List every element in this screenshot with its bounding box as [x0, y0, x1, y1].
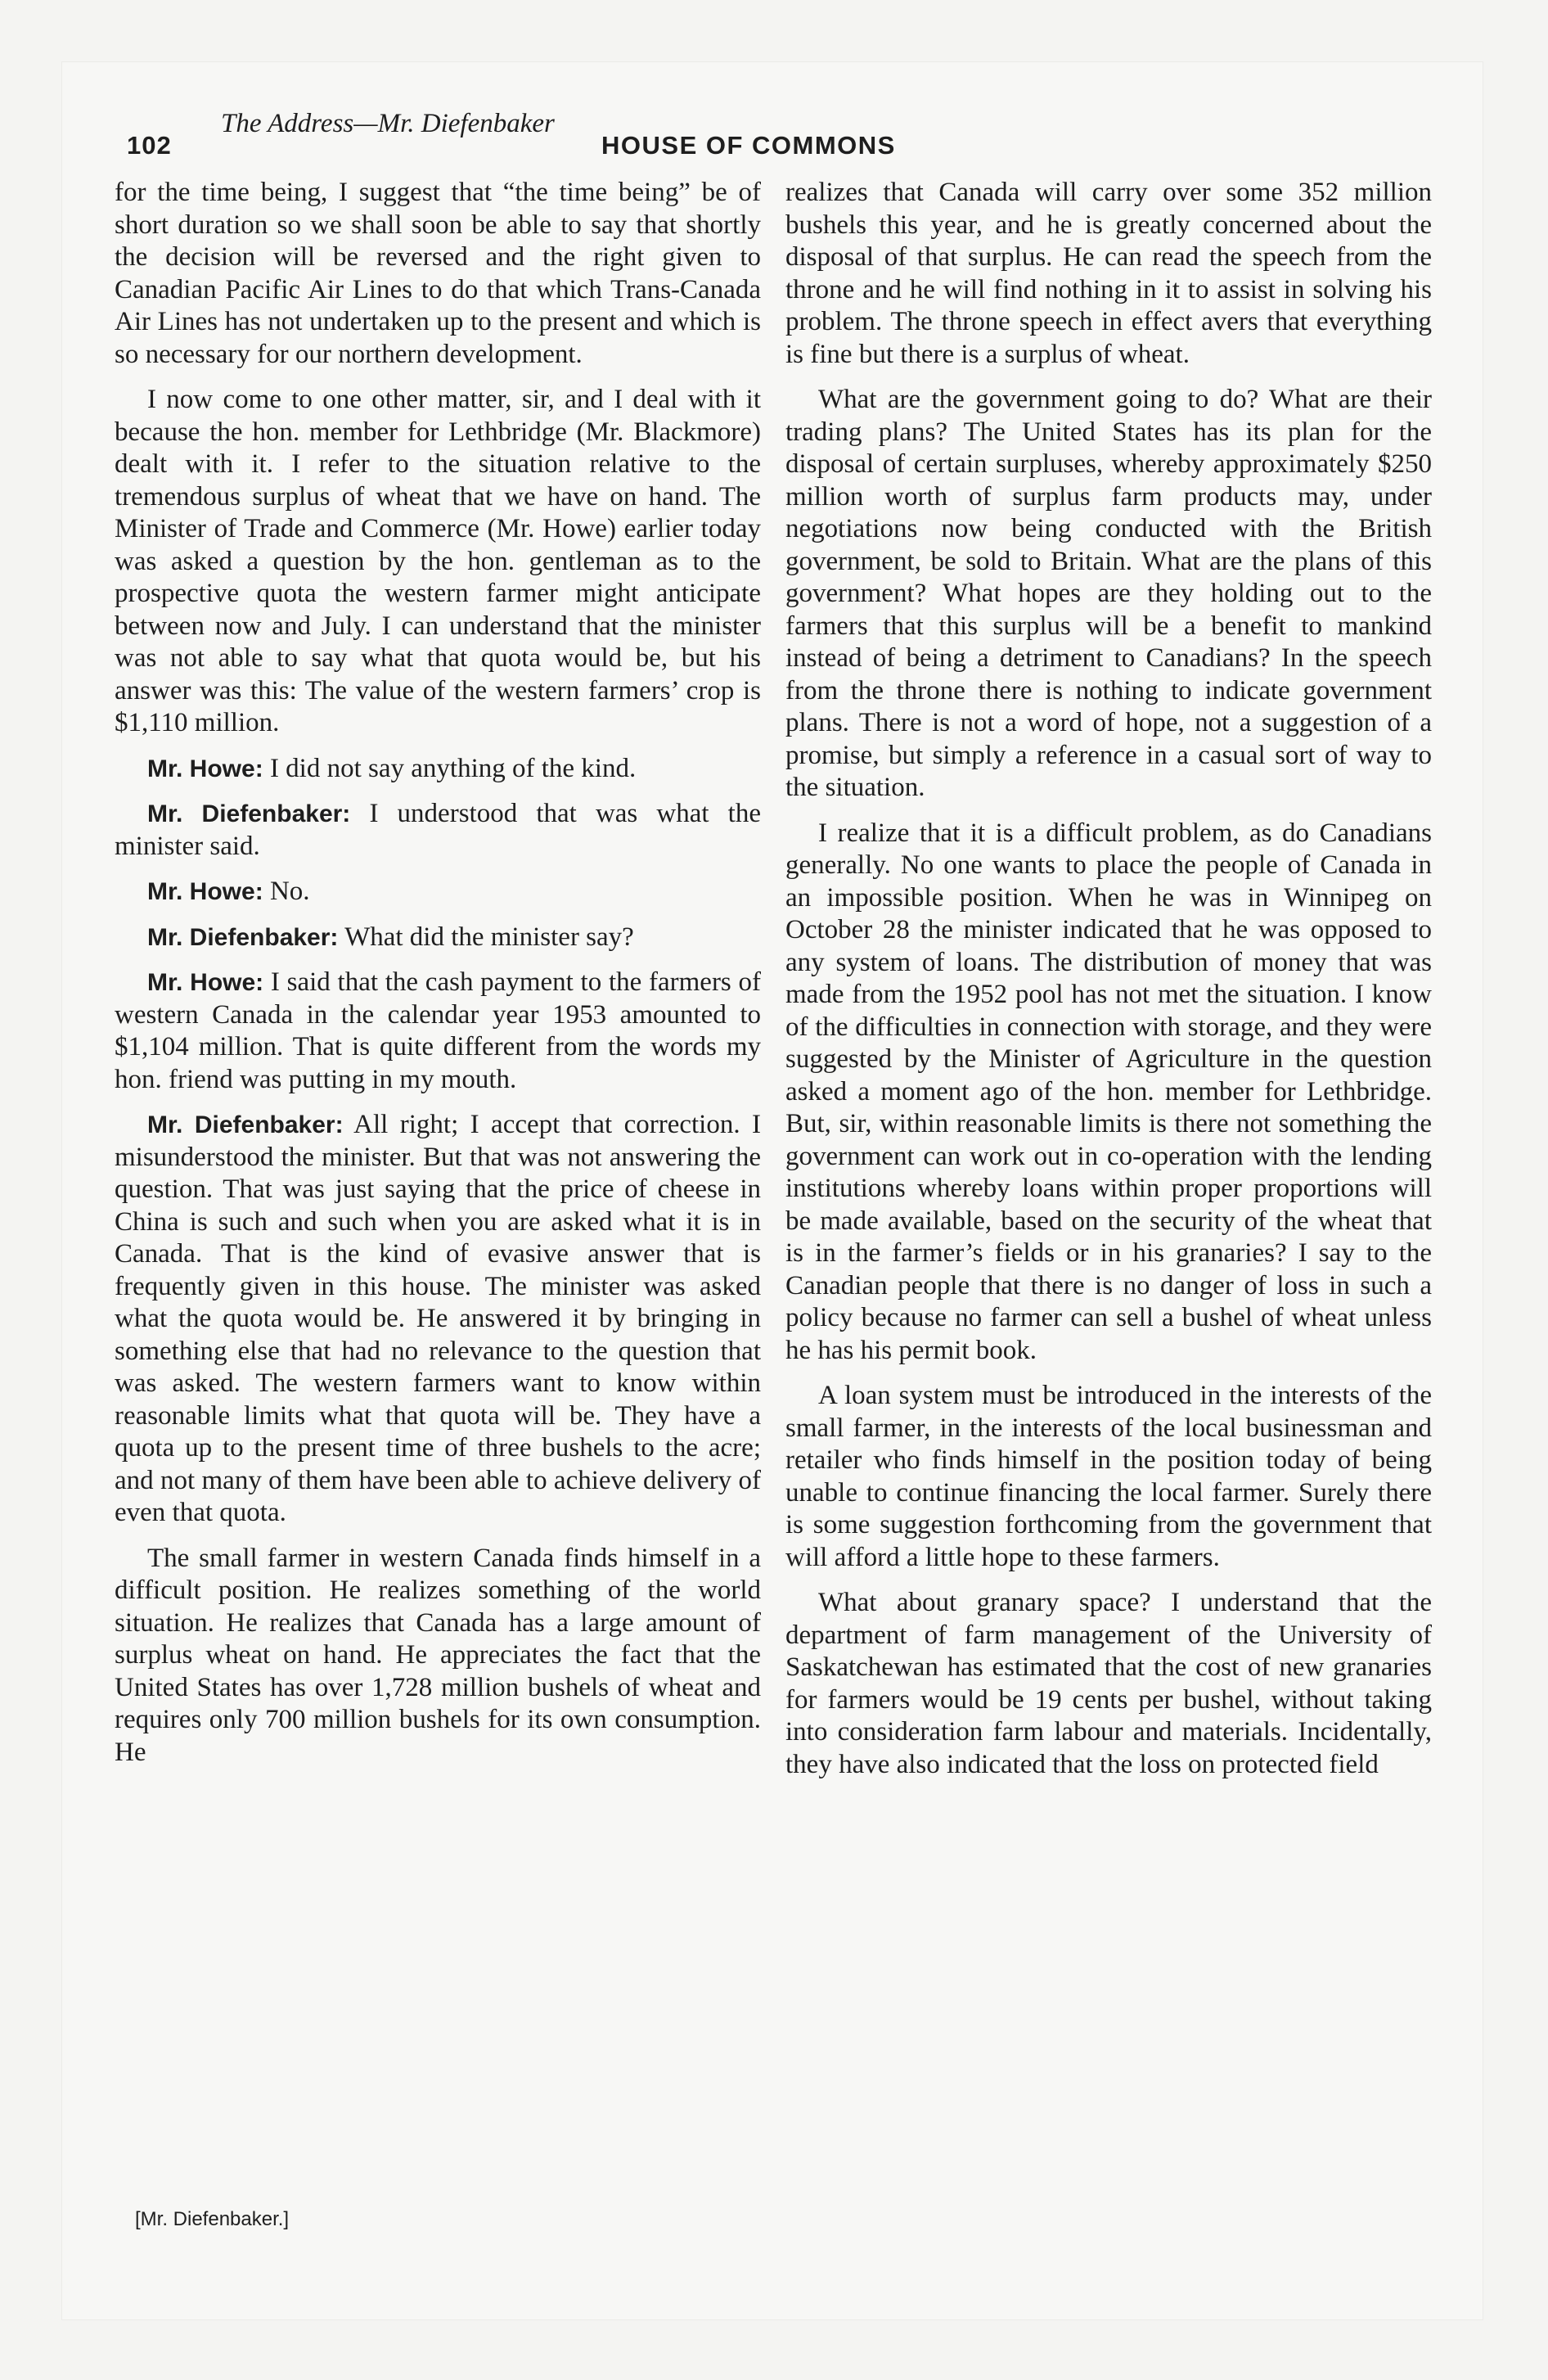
- paragraph: Mr. Howe: I did not say anything of the kind.: [147, 753, 637, 783]
- paragraph: for the time being, I suggest that “the time being” be of short duration so we shall soon be able to say that shortly the decision will be reversed and the right given to Canadian Pacific Air Lines to do that which Trans-Canada Air Lines has not undertaken up to the present and which is so necessary for our northern development.: [115, 178, 761, 369]
- speaker-label: Mr. Diefenbaker:: [147, 800, 351, 827]
- running-head: The Address—Mr. Diefenbaker: [221, 109, 555, 138]
- paragraph: What are the government going to do? What are their trading plans? The United States has its plan for the disposal of certain surpluses, whereby approximately $250 million worth of surplus farm products may, under negotiations now being conducted with the British government, be sold to Britain. What are the plans of this government? What hopes are they holding out to the farmers that this surplus will be a benefit to mankind instead of being a detriment to Canadians? In the speech from the throne there is nothing to indicate government plans. There is not a word of hope, not a suggestion of a promise, but simply a reference in a casual sort of way to the situation.: [785, 385, 1432, 802]
- journal-title: HOUSE OF COMMONS: [601, 131, 896, 160]
- paragraph: Mr. Diefenbaker: All right; I accept that correction. I misunderstood the minister. But that was not answering the question. That was just saying that the price of cheese in China is such and such when you are asked what it is in Canada. That is the kind of evasive answer that is frequently given in this house. The minister was asked what the quota would be. He answered it by bringing in something else that had no relevance to the question that was asked. The western farmers want to know within reasonable limits what that quota will be. They have a quota up to the present time of three bushels to the acre; and not many of them have been able to achieve delivery of even that quota.: [115, 1110, 761, 1527]
- speaker-signoff: [Mr. Diefenbaker.]: [135, 2208, 290, 2230]
- page-number: 102: [127, 131, 172, 160]
- paragraph: I now come to one other matter, sir, and I deal with it because the hon. member for Lethbridge (Mr. Blackmore) dealt with it. I refer to the situation relative to the tremendous surplus of wheat that we have on hand. The Minister of Trade and Commerce (Mr. Howe) earlier today was asked a question by the hon. gentleman as to the prospective quota the western farmer might anticipate between now and July. I can understand that the minister was not able to say what that quota would be, but his answer was this: The value of the western farmers’ crop is $1,110 million.: [115, 385, 761, 737]
- right-column: [785, 177, 1432, 1794]
- paragraph: Mr. Diefenbaker: What did the minister say?: [147, 922, 634, 952]
- speaker-label: Mr. Diefenbaker:: [147, 923, 339, 951]
- paragraph: What about granary space? I understand that the department of farm management of the University of Saskatchewan has estimated that the cost of new granaries for farmers would be 19 cents per bushel, without taking into consideration farm labour and materials. Incidentally, they have also indicated that the loss on protected field: [785, 1588, 1432, 1779]
- paragraph: Mr. Howe: I said that the cash payment to the farmers of western Canada in the calendar year 1953 amounted to $1,104 million. That is quite different from the words my hon. friend was putting in my mouth.: [115, 967, 762, 1094]
- paragraph: Mr. Howe: No.: [147, 877, 310, 906]
- paragraph: I realize that it is a difficult problem, as do Canadians generally. No one wants to place the people of Canada in an impossible position. When he was in Winnipeg on October 28 the minister indicated that he was opposed to any system of loans. The distribution of money that was made from the 1952 pool has not met the situation. I know of the difficulties in connection with storage, and they were suggested by the Minister of Agriculture in the question asked a moment ago of the hon. member for Lethbridge. But, sir, within reasonable limits is there not something the government can work out in co-operation with the lending institutions whereby loans within proper proportions will be made available, based on the security of the wheat that is in the farmer’s fields or in his granaries? I say to the Canadian people that there is no danger of loss in such a policy because no farmer can sell a bushel of wheat unless he has his permit book.: [785, 818, 1432, 1365]
- paragraph: A loan system must be introduced in the interests of the small farmer, in the interests of the local businessman and retailer who finds himself in the position today of being unable to continue financing the local farmer. Surely there is some suggestion forthcoming from the government that will afford a little hope to these farmers.: [785, 1381, 1432, 1572]
- speaker-label: Mr. Diefenbaker:: [147, 1111, 344, 1138]
- paragraph: Mr. Diefenbaker: I understood that was what the minister said.: [115, 799, 761, 861]
- left-column: [115, 177, 761, 1782]
- speaker-label: Mr. Howe:: [147, 755, 263, 782]
- speaker-label: Mr. Howe:: [147, 969, 264, 996]
- speaker-label: Mr. Howe:: [147, 878, 263, 905]
- paragraph: The small farmer in western Canada finds himself in a difficult position. He realizes something of the world situation. He realizes that Canada has a large amount of surplus wheat on hand. He appreciates the fact that the United States has over 1,728 million bushels of wheat and requires only 700 million bushels for its own consumption. He: [115, 1543, 761, 1767]
- paragraph: realizes that Canada will carry over some 352 million bushels this year, and he is greatly concerned about the disposal of that surplus. He can read the speech from the throne and he will find nothing in it to assist in solving his problem. The throne speech in effect avers that everything is fine but there is a surplus of wheat.: [785, 178, 1432, 369]
